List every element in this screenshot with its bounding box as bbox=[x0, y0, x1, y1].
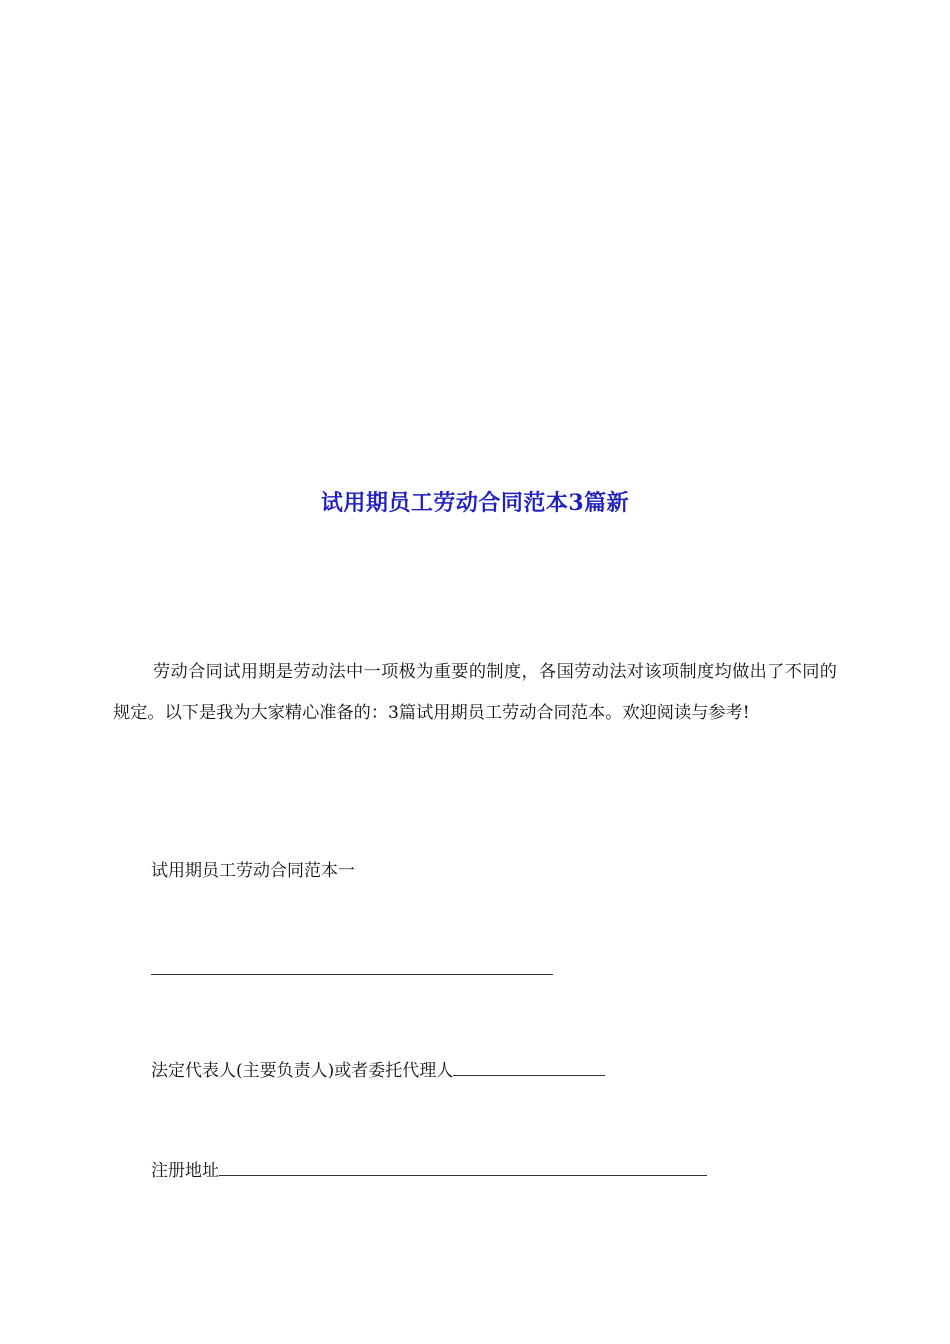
party-name-row bbox=[151, 958, 553, 980]
party-name-blank-line bbox=[151, 958, 553, 975]
intro-paragraph: 劳动合同试用期是劳动法中一项极为重要的制度，各国劳动法对该项制度均做出了不同的规定。以下是我为大家精心准备的：3篇试用期员工劳动合同范本。欢迎阅读与参考! bbox=[113, 662, 837, 723]
legal-representative-row bbox=[151, 1056, 605, 1081]
legal-representative-label: 法定代表人(主要负责人)或者委托代理人 bbox=[151, 1061, 454, 1081]
registered-address-blank-line bbox=[219, 1159, 707, 1176]
registered-address-label: 注册地址 bbox=[151, 1161, 219, 1181]
registered-address-row bbox=[151, 1156, 707, 1181]
legal-representative-blank-line bbox=[453, 1059, 605, 1076]
section-heading: 试用期员工劳动合同范本一 bbox=[151, 861, 355, 881]
document-title: 试用期员工劳动合同范本3篇新 bbox=[320, 490, 630, 516]
